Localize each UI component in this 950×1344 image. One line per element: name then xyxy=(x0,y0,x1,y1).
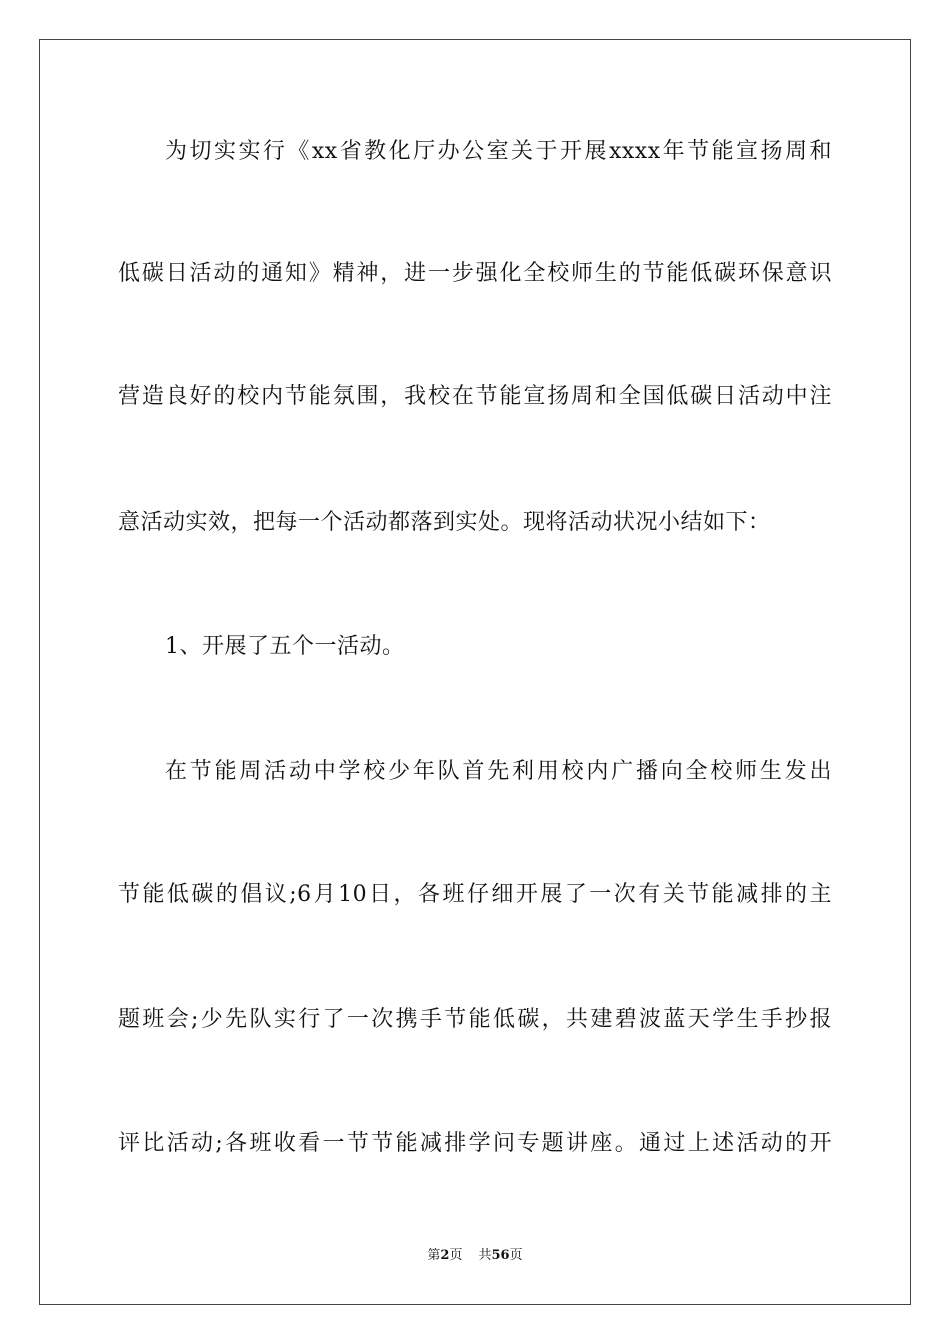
body-line-6: 在节能周活动中学校少年队首先利用校内广播向全校师生发出 xyxy=(165,759,832,784)
footer-page-suffix: 页 xyxy=(449,1248,463,1263)
list-item-heading: 1、开展了五个一活动。 xyxy=(165,634,405,659)
body-line-8: 题班会;少先队实行了一次携手节能低碳，共建碧波蓝天学生手抄报 xyxy=(118,1007,832,1032)
footer-total-suffix: 页 xyxy=(509,1248,523,1263)
body-line-2: 低碳日活动的通知》精神，进一步强化全校师生的节能低碳环保意识 xyxy=(118,261,832,286)
footer-total-pages: 56 xyxy=(491,1248,510,1263)
body-line-9: 评比活动;各班收看一节节能减排学问专题讲座。通过上述活动的开 xyxy=(118,1131,832,1156)
body-line-7: 节能低碳的倡议;6月10日，各班仔细开展了一次有关节能减排的主 xyxy=(118,882,832,907)
footer-total-prefix: 共 xyxy=(478,1248,492,1263)
body-line-1: 为切实实行《xx省教化厅办公室关于开展xxxx年节能宣扬周和 xyxy=(165,139,832,164)
body-line-3: 营造良好的校内节能氛围，我校在节能宣扬周和全国低碳日活动中注 xyxy=(118,384,832,409)
page-border xyxy=(39,39,911,1305)
page-footer xyxy=(0,1247,950,1265)
body-line-4: 意活动实效，把每一个活动都落到实处。现将活动状况小结如下： xyxy=(118,510,771,535)
footer-page-number: 2 xyxy=(440,1248,450,1263)
footer-page-prefix: 第 xyxy=(427,1248,441,1263)
